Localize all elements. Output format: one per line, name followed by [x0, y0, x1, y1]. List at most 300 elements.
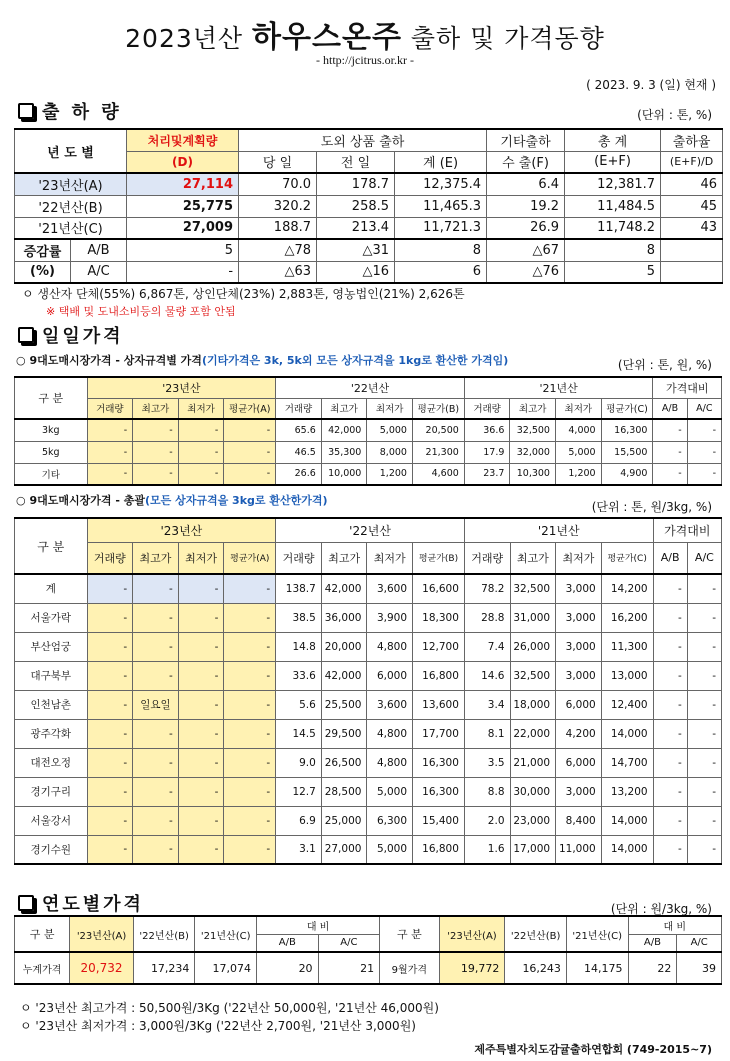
- header-col: A/C: [687, 542, 721, 574]
- cell: 6,000: [556, 690, 602, 719]
- table-row: [15, 603, 722, 632]
- cell: -: [178, 463, 224, 485]
- cell: 17,234: [133, 952, 195, 984]
- table-row: [15, 195, 723, 217]
- row-label: 서울강서: [15, 806, 88, 835]
- sub1-body: [15, 419, 722, 485]
- cell: 1.6: [464, 835, 510, 864]
- cell: 11,465.3: [395, 195, 487, 217]
- cell: -: [133, 632, 179, 661]
- cell: -: [687, 632, 721, 661]
- cell: 70.0: [239, 173, 317, 195]
- cell: 19.2: [487, 195, 565, 217]
- cell: -: [687, 661, 721, 690]
- cell: 25,500: [321, 690, 367, 719]
- row-label: 9월가격: [380, 952, 439, 984]
- table-row: [15, 463, 722, 485]
- cell: -: [178, 574, 224, 603]
- cell: 13,000: [601, 661, 653, 690]
- header-gubun: 구 분: [15, 377, 88, 419]
- cell: 21,300: [412, 441, 464, 463]
- circle-bullet-icon: ㅇ: [20, 1019, 32, 1033]
- shipment-unit: (단위 : 톤, %): [637, 108, 712, 122]
- daily-heading: [18, 322, 124, 348]
- cell: 29,500: [321, 719, 367, 748]
- header-col: A/C: [318, 934, 380, 952]
- cell: 23.7: [464, 463, 510, 485]
- cell: -: [653, 777, 687, 806]
- diff-label: 증감률: [15, 239, 71, 261]
- cell: -: [224, 806, 276, 835]
- header-col: 최저가: [178, 542, 224, 574]
- cell: 4,800: [367, 719, 413, 748]
- cell: 27,114: [127, 173, 239, 195]
- cell: 21: [318, 952, 380, 984]
- title-year: 2023년산: [125, 24, 244, 53]
- cell: -: [653, 632, 687, 661]
- header-col: 거래량: [464, 398, 510, 419]
- cell: -: [653, 603, 687, 632]
- header-day: 당 일: [239, 151, 317, 173]
- header-rate: 출하율: [661, 129, 723, 151]
- cell: △67: [487, 239, 565, 261]
- cell: 5,000: [367, 777, 413, 806]
- header-y23: '23년산: [87, 518, 276, 542]
- header-col: 평균가(C): [601, 398, 653, 419]
- row-label: 서울가락: [15, 603, 88, 632]
- cell: 16,800: [413, 661, 465, 690]
- cell: -: [224, 719, 276, 748]
- cell: △16: [317, 261, 395, 283]
- header-col: 평균가(B): [413, 542, 465, 574]
- table-row: [15, 261, 723, 283]
- cell: 11,000: [556, 835, 602, 864]
- cell: 3,000: [556, 777, 602, 806]
- cell: 26.9: [487, 217, 565, 239]
- yearly-note-2: [20, 1017, 416, 1034]
- cell: 15,400: [413, 806, 465, 835]
- cell: -: [224, 419, 276, 441]
- header-other: 기타출하: [487, 129, 565, 151]
- cell: -: [224, 603, 276, 632]
- header-col: 평균가(C): [601, 542, 653, 574]
- cell: 12,381.7: [565, 173, 661, 195]
- cell: 18,000: [510, 690, 556, 719]
- table-row: [15, 239, 723, 261]
- table-row: [15, 806, 722, 835]
- shipment-table: [14, 128, 723, 284]
- cell: -: [178, 690, 224, 719]
- yearly-unit: (단위 : 원/3kg, %): [610, 902, 712, 916]
- cell: △63: [239, 261, 317, 283]
- header-y22: '22년산: [276, 377, 465, 398]
- cell: -: [133, 719, 179, 748]
- cell: 8,400: [556, 806, 602, 835]
- cell: 8.1: [464, 719, 510, 748]
- cell: -: [224, 574, 276, 603]
- header-total: 총 계: [565, 129, 661, 151]
- cell: 3,900: [367, 603, 413, 632]
- header-col: 거래량: [276, 398, 322, 419]
- cell: 8.8: [464, 777, 510, 806]
- row-label: '23년산(A): [15, 173, 127, 195]
- cell: 8: [565, 239, 661, 261]
- cell: 35,300: [321, 441, 367, 463]
- cell: 46.5: [276, 441, 322, 463]
- shipment-note-red: ※ 택배 및 도내소비등의 물량 포함 안됨: [46, 305, 236, 318]
- row-label: 경기수원: [15, 835, 88, 864]
- cell: 1,200: [367, 463, 413, 485]
- table-row: [15, 217, 723, 239]
- cell: 6,000: [367, 661, 413, 690]
- cell: -: [224, 441, 276, 463]
- cell: 6.9: [276, 806, 322, 835]
- cell: -: [687, 419, 721, 441]
- cell: -: [178, 661, 224, 690]
- header-yb: '22년산(B): [505, 916, 567, 952]
- cell: 42,000: [321, 419, 367, 441]
- cell: 3.4: [464, 690, 510, 719]
- sub2-unit: (단위 : 톤, 원/3kg, %): [591, 500, 712, 514]
- cell: -: [653, 806, 687, 835]
- cell: 3,000: [556, 661, 602, 690]
- site-url[interactable]: - http://jcitrus.or.kr -: [316, 53, 414, 67]
- row-label: 5kg: [15, 441, 88, 463]
- cell: 11,721.3: [395, 217, 487, 239]
- cell: 33.6: [276, 661, 322, 690]
- header-col: 최저가: [367, 398, 413, 419]
- cell: -: [224, 632, 276, 661]
- cell: 4,800: [367, 632, 413, 661]
- cell: 5,000: [555, 441, 601, 463]
- sub2-note: (모든 상자규격을 3kg로 환산한가격): [144, 494, 328, 507]
- cell: 12.7: [276, 777, 322, 806]
- cell: -: [687, 441, 721, 463]
- cell: -: [178, 419, 224, 441]
- cell: 30,000: [510, 777, 556, 806]
- cell: 16,200: [601, 603, 653, 632]
- cell: 19,772: [439, 952, 505, 984]
- cell: 14.6: [464, 661, 510, 690]
- cell: 21,000: [510, 748, 556, 777]
- header-prev: 전 일: [317, 151, 395, 173]
- table-row: [15, 574, 722, 603]
- row-label: 누계가격: [15, 952, 70, 984]
- header-col: 거래량: [276, 542, 322, 574]
- header-col: 최고가: [133, 398, 179, 419]
- cell: -: [178, 748, 224, 777]
- header-col: 최고가: [510, 398, 556, 419]
- cell: 15,500: [601, 441, 653, 463]
- cell: 3.5: [464, 748, 510, 777]
- cell: 14.5: [276, 719, 322, 748]
- cell: 8: [395, 239, 487, 261]
- cell: 31,000: [510, 603, 556, 632]
- table-row: [15, 661, 722, 690]
- cell: 43: [661, 217, 723, 239]
- header-ya: '23년산(A): [70, 916, 134, 952]
- cell: -: [133, 603, 179, 632]
- cell: -: [687, 806, 721, 835]
- yearly-table: [14, 915, 722, 985]
- cell: 2.0: [464, 806, 510, 835]
- header-sum: 계 (E): [395, 151, 487, 173]
- daily-box-table: [14, 376, 722, 486]
- cell: 14,700: [601, 748, 653, 777]
- header-dooe: 도외 상품 출하: [239, 129, 487, 151]
- cell: -: [133, 748, 179, 777]
- header-gubun: 구 분: [15, 916, 70, 952]
- cell: 32,500: [510, 419, 556, 441]
- cell: 4,600: [412, 463, 464, 485]
- yearly-title: 연도별가격: [42, 894, 144, 915]
- header-ya: '23년산(A): [439, 916, 505, 952]
- cell: -: [653, 661, 687, 690]
- cell: 7.4: [464, 632, 510, 661]
- table-row: [15, 419, 722, 441]
- cell: 22: [628, 952, 677, 984]
- header-y21: '21년산: [464, 377, 653, 398]
- cell: 6: [395, 261, 487, 283]
- yearly-note-text: '23년산 최고가격 : 50,500원/3Kg ('22년산 50,000원, '21년산 46,000원): [35, 1001, 439, 1015]
- cell: -: [224, 777, 276, 806]
- cell: -: [87, 748, 133, 777]
- table-row: [15, 173, 723, 195]
- cell: 4,900: [601, 463, 653, 485]
- table-row: [15, 441, 722, 463]
- cell: 65.6: [276, 419, 322, 441]
- cell: 13,200: [601, 777, 653, 806]
- cell: 23,000: [510, 806, 556, 835]
- cell: 14,000: [601, 719, 653, 748]
- cell: -: [178, 441, 224, 463]
- cell: 5,000: [367, 419, 413, 441]
- cell: -: [653, 419, 687, 441]
- cell: 11,484.5: [565, 195, 661, 217]
- cell: 38.5: [276, 603, 322, 632]
- cell: 14,000: [601, 806, 653, 835]
- row-label: 부산엄궁: [15, 632, 88, 661]
- table-row: [15, 835, 722, 864]
- checkbox-icon: [18, 895, 34, 911]
- row-label: 광주각화: [15, 719, 88, 748]
- cell: 13,600: [413, 690, 465, 719]
- header-export: 수 출(F): [487, 151, 565, 173]
- row-label: 기타: [15, 463, 88, 485]
- cell: 18,300: [413, 603, 465, 632]
- cell: 258.5: [317, 195, 395, 217]
- cell: 3,000: [556, 574, 602, 603]
- cell: 28.8: [464, 603, 510, 632]
- cell: -: [178, 777, 224, 806]
- cell: -: [224, 463, 276, 485]
- yearly-heading: [18, 890, 144, 916]
- header-col: 최고가: [133, 542, 179, 574]
- cell: 39: [677, 952, 722, 984]
- header-col: 최고가: [321, 398, 367, 419]
- table-row: [15, 777, 722, 806]
- cell: 12,400: [601, 690, 653, 719]
- cell: 5: [565, 261, 661, 283]
- cell: 14,000: [601, 835, 653, 864]
- cell: 6,000: [556, 748, 602, 777]
- cell: -: [87, 574, 133, 603]
- cell: 32,500: [510, 574, 556, 603]
- row-label: 대전오정: [15, 748, 88, 777]
- header-col: A/B: [653, 398, 687, 419]
- cell: -: [87, 719, 133, 748]
- cell: 20,000: [321, 632, 367, 661]
- header-col: 최고가: [321, 542, 367, 574]
- header-col: A/C: [687, 398, 721, 419]
- sub1-title: 9대도매시장가격 - 상자규격별 가격: [29, 354, 202, 367]
- cell: 320.2: [239, 195, 317, 217]
- header-col: 평균가(A): [224, 542, 276, 574]
- header-yb: '22년산(B): [133, 916, 195, 952]
- checkbox-icon: [18, 327, 34, 343]
- header-col: A/B: [257, 934, 319, 952]
- cell: 20,732: [70, 952, 134, 984]
- cell: -: [87, 777, 133, 806]
- cell: 10,000: [321, 463, 367, 485]
- cell: 4,200: [556, 719, 602, 748]
- header-rate-f: (E+F)/D: [661, 151, 723, 173]
- table-row: [15, 952, 722, 984]
- cell: -: [87, 603, 133, 632]
- header-col: 거래량: [464, 542, 510, 574]
- cell: 5,000: [367, 835, 413, 864]
- row-label: A/B: [71, 239, 127, 261]
- cell: -: [224, 661, 276, 690]
- cell: 36,000: [321, 603, 367, 632]
- yearly-note-1: [20, 999, 439, 1016]
- row-label: '21년산(C): [15, 217, 127, 239]
- cell: -: [133, 574, 179, 603]
- cell: -: [133, 441, 179, 463]
- header-col: A/B: [628, 934, 677, 952]
- cell: 42,000: [321, 574, 367, 603]
- shipment-heading: [18, 98, 122, 124]
- daily-sub2-heading: [16, 492, 328, 508]
- cell: -: [87, 419, 133, 441]
- cell: 26,000: [510, 632, 556, 661]
- cell: -: [653, 748, 687, 777]
- header-col: 최저가: [367, 542, 413, 574]
- circle-bullet-icon: ○: [16, 354, 26, 367]
- cell: -: [87, 690, 133, 719]
- cell: 27,009: [127, 217, 239, 239]
- cell: -: [87, 463, 133, 485]
- header-total-ef: (E+F): [565, 151, 661, 173]
- report-date: ( 2023. 9. 3 (일) 현재 ): [586, 78, 716, 92]
- row-label: 계: [15, 574, 88, 603]
- cell: -: [178, 835, 224, 864]
- table-row: [15, 690, 722, 719]
- cell: -: [133, 419, 179, 441]
- header-col: 최저가: [556, 542, 602, 574]
- cell: 16,800: [413, 835, 465, 864]
- cell: 일요일: [133, 690, 179, 719]
- cell: 20: [257, 952, 319, 984]
- cell: 20,500: [412, 419, 464, 441]
- circle-bullet-icon: ㅇ: [20, 1001, 32, 1015]
- cell: -: [653, 441, 687, 463]
- cell: 4,000: [555, 419, 601, 441]
- diff-unit: (%): [15, 261, 71, 283]
- cell: -: [653, 690, 687, 719]
- cell: 25,000: [321, 806, 367, 835]
- cell: -: [687, 719, 721, 748]
- cell: 27,000: [321, 835, 367, 864]
- header-cmp: 가격대비: [653, 377, 722, 398]
- cell: 16,243: [505, 952, 567, 984]
- cell: -: [224, 835, 276, 864]
- cell: 16,300: [413, 777, 465, 806]
- header-col: 평균가(B): [412, 398, 464, 419]
- cell: 78.2: [464, 574, 510, 603]
- header-col: A/C: [677, 934, 722, 952]
- cell: 3,600: [367, 574, 413, 603]
- daily-title: 일일가격: [42, 326, 124, 347]
- table-row: [15, 719, 722, 748]
- shipment-note-text: 생산자 단체(55%) 6,867톤, 상인단체(23%) 2,883톤, 영농법인(21%) 2,626톤: [37, 287, 465, 301]
- header-cmp: 대 비: [257, 916, 380, 934]
- cell: -: [687, 777, 721, 806]
- cell: 42,000: [321, 661, 367, 690]
- title-subject: 출하 및 가격동향: [410, 24, 605, 53]
- row-label: 3kg: [15, 419, 88, 441]
- cell: [661, 239, 723, 261]
- cell: 26,500: [321, 748, 367, 777]
- checkbox-icon: [18, 103, 34, 119]
- cell: 4,800: [367, 748, 413, 777]
- sub2-body: [15, 574, 722, 864]
- sub1-note: (기타가격은 3k, 5k외 모든 상자규격을 1kg로 환산한 가격임): [201, 354, 509, 367]
- row-label: 인천남촌: [15, 690, 88, 719]
- cell: -: [687, 690, 721, 719]
- header-cmp: 가격대비: [653, 518, 721, 542]
- header-yc: '21년산(C): [195, 916, 257, 952]
- cell: 32,500: [510, 661, 556, 690]
- cell: 12,375.4: [395, 173, 487, 195]
- header-col: 평균가(A): [224, 398, 276, 419]
- cell: △31: [317, 239, 395, 261]
- cell: -: [224, 690, 276, 719]
- header-yc: '21년산(C): [566, 916, 628, 952]
- cell: -: [87, 661, 133, 690]
- cell: -: [687, 574, 721, 603]
- header-gubun: 구 분: [15, 518, 88, 574]
- row-label: A/C: [71, 261, 127, 283]
- cell: 14.8: [276, 632, 322, 661]
- cell: -: [687, 835, 721, 864]
- cell: 3,000: [556, 603, 602, 632]
- cell: 9.0: [276, 748, 322, 777]
- cell: 16,600: [413, 574, 465, 603]
- row-label: 대구북부: [15, 661, 88, 690]
- cell: 3,000: [556, 632, 602, 661]
- cell: △76: [487, 261, 565, 283]
- cell: -: [87, 632, 133, 661]
- cell: 5.6: [276, 690, 322, 719]
- cell: 32,000: [510, 441, 556, 463]
- cell: 3,600: [367, 690, 413, 719]
- cell: 17,074: [195, 952, 257, 984]
- header-col: 거래량: [87, 542, 133, 574]
- header-col: 최저가: [178, 398, 224, 419]
- cell: [661, 261, 723, 283]
- cell: -: [133, 835, 179, 864]
